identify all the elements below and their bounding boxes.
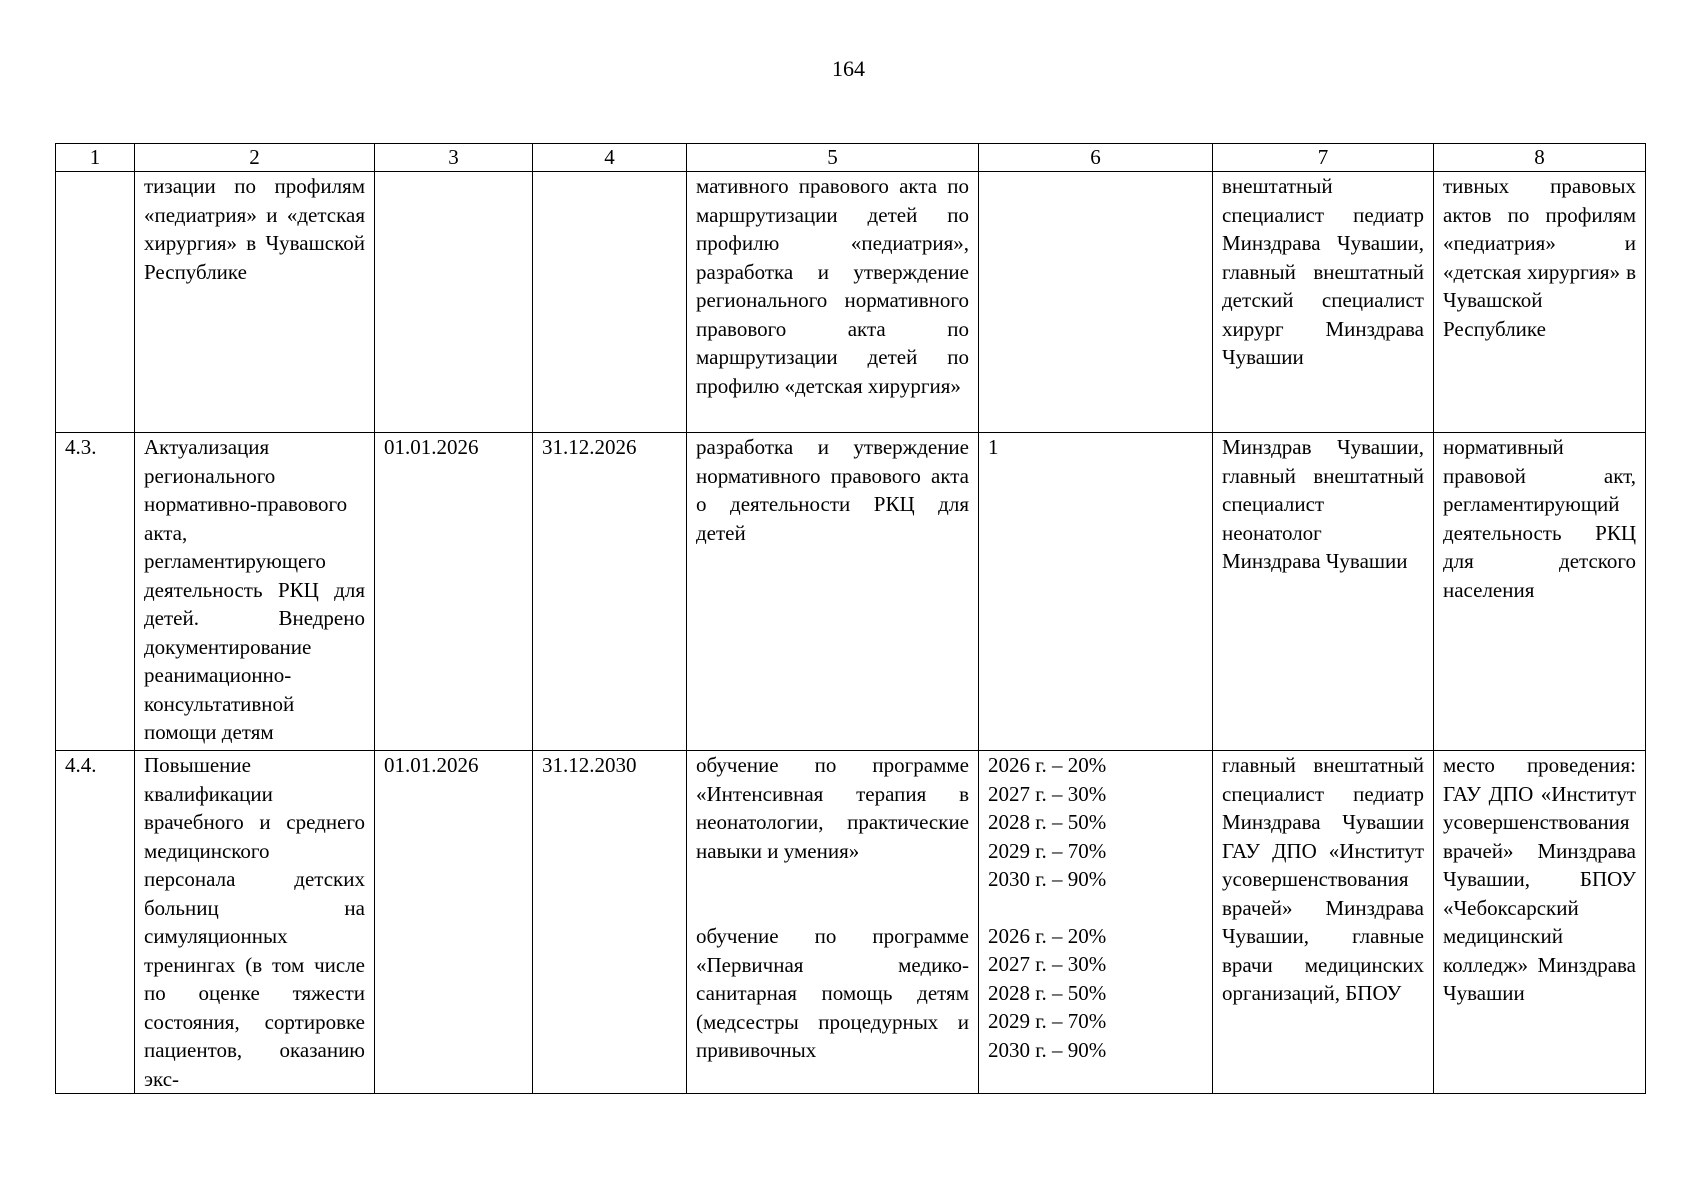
plan-table: [55, 143, 1646, 1094]
indicator-line: 2029 г. – 70%: [988, 1009, 1107, 1033]
responsible-cell: Минздрав Чувашии, главный внештатный специалист неонатолог Минздрава Чувашии: [1213, 433, 1434, 751]
row-number: 4.4.: [56, 751, 135, 1094]
end-date-cell: [533, 172, 687, 433]
indicator-line: 2030 г. – 90%: [988, 1037, 1107, 1062]
indicator-cell: [979, 172, 1213, 433]
indicator-line: 2027 г. – 30%: [988, 781, 1107, 806]
column-header: 6: [979, 144, 1213, 172]
indicator-line: 2027 г. – 30%: [988, 952, 1107, 976]
indicator-line: 2028 г. – 50%: [988, 810, 1107, 834]
result-cell: тивных правовых актов по профилям «педиатрия» и «детская хирургия» в Чувашской Республике: [1434, 172, 1646, 433]
indicator-line: 2026 г. – 20%: [988, 753, 1107, 777]
result-cell: место проведения: ГАУ ДПО «Институт усовершенствования врачей» Минздрава Чувашии, БПОУ «Чебоксарский медицинский колледж» Минздрава Чувашии: [1434, 751, 1646, 1094]
end-date-cell: 31.12.2026: [533, 433, 687, 751]
description-program-b: обучение по программе «Первичная медико-санитарная помощь детям (медсестры процедурных и прививочных: [696, 924, 969, 1062]
table-row: [56, 172, 1646, 433]
responsible-cell: внештатный специалист педиатр Минздрава Чувашии, главный внештатный детский специалист хирург Минздрава Чувашии: [1213, 172, 1434, 433]
column-header: 8: [1434, 144, 1646, 172]
column-header: 2: [135, 144, 375, 172]
row-number: [56, 172, 135, 433]
activity-cell: Повышение квалификации врачебного и среднего медицинского персонала детских больниц на симуляционных тренингах (в том числе по оценке тяжести состояния, сортировке пациентов, оказанию экс-: [135, 751, 375, 1094]
indicator-line: 2029 г. – 70%: [988, 838, 1107, 863]
description-cell: [687, 751, 979, 1094]
activity-cell: Актуализация регионального нормативно-правового акта, регламентирующего деятельность РКЦ для детей. Внедрено документирование реанимационно-консультативной помощи детям: [135, 433, 375, 751]
responsible-cell: главный внештатный специалист педиатр Минздрава Чувашии ГАУ ДПО «Институт усовершенствования врачей» Минздрава Чувашии, главные врачи медицинских организаций, БПОУ: [1213, 751, 1434, 1094]
start-date-cell: 01.01.2026: [375, 751, 533, 1094]
indicator-cell: 1: [979, 433, 1213, 751]
result-cell: нормативный правовой акт, регламентирующий деятельность РКЦ для детского населения: [1434, 433, 1646, 751]
indicator-cell: [979, 751, 1213, 1094]
end-date-cell: 31.12.2030: [533, 751, 687, 1094]
column-header: 1: [56, 144, 135, 172]
description-cell: разработка и утверждение нормативного правового акта о деятельности РКЦ для детей: [687, 433, 979, 751]
column-header: 3: [375, 144, 533, 172]
page-number: 164: [832, 56, 865, 81]
column-number-row: [56, 144, 1646, 172]
column-header: 5: [687, 144, 979, 172]
indicator-line: 2030 г. – 90%: [988, 867, 1107, 891]
start-date-cell: 01.01.2026: [375, 433, 533, 751]
start-date-cell: [375, 172, 533, 433]
row-number: 4.3.: [56, 433, 135, 751]
description-program-a: обучение по программе «Интенсивная терапия в неонатологии, практические навыки и умения»: [696, 753, 969, 863]
indicator-line: 2026 г. – 20%: [988, 923, 1107, 948]
column-header: 7: [1213, 144, 1434, 172]
column-header: 4: [533, 144, 687, 172]
table-row: [56, 751, 1646, 1094]
table-row: [56, 433, 1646, 751]
activity-cell: тизации по профилям «педиатрия» и «детская хирургия» в Чувашской Республике: [135, 172, 375, 433]
indicator-spacer: [988, 894, 1203, 922]
indicator-line: 2028 г. – 50%: [988, 980, 1107, 1005]
description-cell: мативного правового акта по маршрутизации детей по профилю «педиатрия», разработка и утверждение регионального нормативного правового акта по маршрутизации детей по профилю «детская хирургия»: [687, 172, 979, 433]
